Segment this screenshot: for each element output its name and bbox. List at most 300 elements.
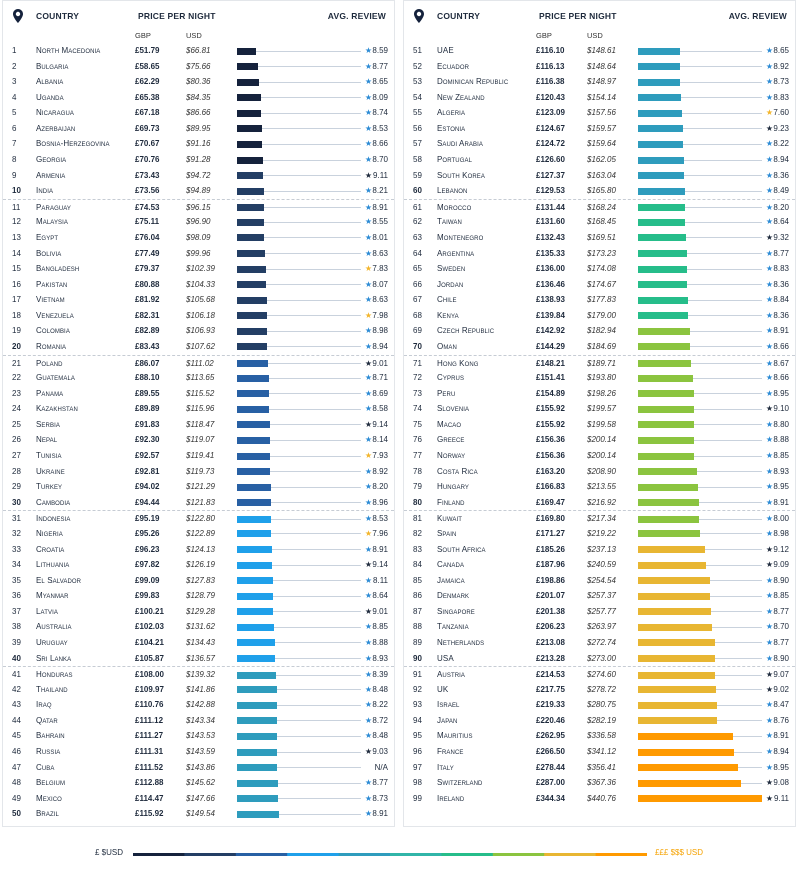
price-bar bbox=[237, 125, 262, 132]
rank-label: 87 bbox=[413, 606, 422, 616]
review-score: 8.91 bbox=[372, 544, 388, 554]
table-row bbox=[404, 246, 795, 262]
price-bar bbox=[638, 141, 683, 148]
gbp-value: £135.33 bbox=[536, 248, 565, 258]
rank-label: 74 bbox=[413, 404, 422, 414]
usd-value: $162.05 bbox=[587, 155, 616, 165]
table-row bbox=[404, 261, 795, 277]
price-bar bbox=[237, 250, 265, 257]
review-heading: AVG. REVIEW bbox=[327, 11, 386, 21]
review-score: 8.96 bbox=[372, 497, 388, 507]
gbp-value: £278.44 bbox=[536, 762, 565, 772]
review-score: 8.73 bbox=[773, 77, 789, 87]
star-icon: ★ bbox=[364, 170, 373, 180]
review-score: 8.69 bbox=[372, 388, 388, 398]
usd-value: $94.72 bbox=[186, 170, 211, 180]
review-score: 8.65 bbox=[773, 46, 789, 55]
star-icon: ★ bbox=[364, 497, 373, 507]
star-icon: ★ bbox=[765, 591, 774, 601]
star-icon: ★ bbox=[364, 358, 373, 368]
gbp-value: £110.76 bbox=[135, 700, 164, 710]
usd-value: $113.65 bbox=[186, 373, 215, 383]
country-heading: COUNTRY bbox=[437, 11, 481, 21]
country-label: Poland bbox=[36, 358, 63, 368]
price-bar bbox=[237, 733, 277, 740]
rank-label: 65 bbox=[413, 264, 422, 274]
gbp-value: £94.44 bbox=[135, 497, 160, 507]
review-score: 8.85 bbox=[773, 451, 789, 461]
table-row bbox=[3, 401, 394, 417]
gbp-value: £83.43 bbox=[135, 341, 160, 351]
star-icon: ★ bbox=[364, 264, 373, 274]
review-score: 9.01 bbox=[372, 358, 388, 368]
review-score: 7.98 bbox=[372, 310, 388, 320]
country-label: Sweden bbox=[437, 264, 466, 274]
star-icon: ★ bbox=[364, 482, 373, 492]
usd-value: $216.92 bbox=[587, 497, 616, 507]
country-label: Malaysia bbox=[36, 217, 69, 227]
usd-value: $217.34 bbox=[587, 514, 616, 524]
rank-label: 90 bbox=[413, 653, 422, 663]
usd-value: $105.68 bbox=[186, 295, 215, 305]
usd-value: $182.94 bbox=[587, 326, 616, 336]
usd-value: $168.24 bbox=[587, 202, 616, 212]
price-bar bbox=[237, 530, 271, 537]
price-bar bbox=[237, 593, 273, 600]
gbp-value: £92.30 bbox=[135, 435, 160, 445]
gbp-value: £163.20 bbox=[536, 466, 565, 476]
gbp-value: £287.00 bbox=[536, 778, 565, 788]
table-row bbox=[3, 510, 394, 526]
rank-label: 75 bbox=[413, 419, 422, 429]
country-label: Mexico bbox=[36, 793, 62, 803]
rank-label: 36 bbox=[12, 591, 21, 601]
price-bar bbox=[237, 204, 264, 211]
usd-value: $122.89 bbox=[186, 528, 215, 538]
price-bar bbox=[638, 79, 680, 86]
table-row bbox=[404, 43, 795, 59]
usd-value: $96.15 bbox=[186, 202, 211, 212]
table-row bbox=[3, 370, 394, 386]
gbp-value: £217.75 bbox=[536, 684, 565, 694]
gbp-value: £166.83 bbox=[536, 482, 565, 492]
gbp-value: £123.09 bbox=[536, 108, 565, 118]
price-bar bbox=[638, 717, 717, 724]
gbp-value: £206.23 bbox=[536, 622, 565, 632]
review-score: 8.77 bbox=[773, 248, 789, 258]
country-label: Brazil bbox=[36, 809, 59, 819]
rank-label: 12 bbox=[12, 217, 21, 227]
gbp-value: £96.23 bbox=[135, 544, 160, 554]
review-score: 9.03 bbox=[372, 747, 388, 757]
star-icon: ★ bbox=[765, 170, 774, 180]
review-score: 9.08 bbox=[773, 778, 789, 788]
star-icon: ★ bbox=[765, 92, 774, 102]
star-icon: ★ bbox=[364, 809, 373, 819]
review-score: 8.91 bbox=[372, 202, 388, 212]
review-score: 8.36 bbox=[773, 279, 789, 289]
country-label: Singapore bbox=[437, 606, 475, 616]
price-bar bbox=[237, 360, 268, 367]
rank-label: 78 bbox=[413, 466, 422, 476]
price-bar bbox=[638, 764, 738, 771]
star-icon: ★ bbox=[765, 700, 774, 710]
rank-label: 93 bbox=[413, 700, 422, 710]
star-icon: ★ bbox=[364, 591, 373, 601]
review-score: 8.98 bbox=[372, 326, 388, 336]
rank-label: 51 bbox=[413, 46, 422, 55]
country-label: USA bbox=[437, 653, 454, 663]
table-row bbox=[404, 697, 795, 713]
gbp-value: £116.13 bbox=[536, 61, 565, 71]
price-bar bbox=[638, 94, 681, 101]
usd-value: $157.56 bbox=[587, 108, 616, 118]
usd-value: $99.96 bbox=[186, 248, 211, 258]
star-icon: ★ bbox=[364, 279, 373, 289]
country-label: Croatia bbox=[36, 544, 65, 554]
country-label: Norway bbox=[437, 451, 466, 461]
gbp-subheading: GBP bbox=[135, 31, 151, 40]
table-row bbox=[3, 355, 394, 371]
rank-label: 10 bbox=[12, 186, 21, 196]
legend-high-label: £££ $$$ USD bbox=[655, 848, 704, 857]
gbp-value: £171.27 bbox=[536, 528, 565, 538]
gbp-value: £76.04 bbox=[135, 232, 160, 242]
price-bar bbox=[237, 219, 264, 226]
review-score: 8.55 bbox=[372, 217, 388, 227]
review-score: 8.77 bbox=[372, 61, 388, 71]
star-icon: ★ bbox=[765, 232, 774, 242]
star-icon: ★ bbox=[765, 482, 774, 492]
table-row bbox=[404, 635, 795, 651]
rank-label: 73 bbox=[413, 388, 422, 398]
rank-label: 61 bbox=[413, 202, 422, 212]
rank-label: 19 bbox=[12, 326, 21, 336]
gbp-value: £77.49 bbox=[135, 248, 160, 258]
price-bar bbox=[638, 702, 717, 709]
right-header bbox=[404, 1, 795, 29]
table-row bbox=[404, 760, 795, 776]
table-row bbox=[404, 651, 795, 667]
price-bar bbox=[638, 48, 680, 55]
star-icon: ★ bbox=[364, 295, 373, 305]
gbp-value: £99.09 bbox=[135, 575, 160, 585]
country-label: Cambodia bbox=[36, 497, 71, 507]
gbp-value: £344.34 bbox=[536, 793, 565, 803]
legend-segment bbox=[184, 853, 236, 856]
star-icon: ★ bbox=[765, 358, 774, 368]
rank-label: 42 bbox=[12, 684, 21, 694]
price-bar bbox=[237, 624, 274, 631]
table-row bbox=[3, 386, 394, 402]
country-label: Turkey bbox=[36, 482, 63, 492]
usd-subheading: USD bbox=[587, 31, 603, 40]
review-score: 8.20 bbox=[372, 482, 388, 492]
star-icon: ★ bbox=[364, 404, 373, 414]
star-icon: ★ bbox=[765, 419, 774, 429]
rank-label: 43 bbox=[12, 700, 21, 710]
price-bar bbox=[638, 204, 685, 211]
star-icon: ★ bbox=[364, 466, 373, 476]
price-bar bbox=[638, 577, 710, 584]
review-score: 8.20 bbox=[773, 202, 789, 212]
price-bar bbox=[638, 157, 684, 164]
review-score: 8.00 bbox=[773, 514, 789, 524]
table-row bbox=[404, 152, 795, 168]
price-bar bbox=[237, 453, 270, 460]
usd-value: $237.13 bbox=[587, 544, 616, 554]
review-score: 8.22 bbox=[372, 700, 388, 710]
gbp-value: £97.82 bbox=[135, 560, 160, 570]
gbp-value: £219.33 bbox=[536, 700, 565, 710]
price-bar bbox=[237, 655, 275, 662]
rank-label: 52 bbox=[413, 61, 422, 71]
gbp-value: £129.53 bbox=[536, 186, 565, 196]
country-label: New Zealand bbox=[437, 92, 485, 102]
review-score: 8.77 bbox=[773, 637, 789, 647]
price-bar bbox=[237, 172, 263, 179]
country-label: Georgia bbox=[36, 155, 67, 165]
legend-segment bbox=[287, 853, 339, 856]
map-pin-icon bbox=[414, 9, 424, 23]
country-label: Finland bbox=[437, 497, 465, 507]
price-bar bbox=[638, 266, 687, 273]
table-row bbox=[404, 448, 795, 464]
review-score: 8.90 bbox=[773, 575, 789, 585]
usd-value: $154.14 bbox=[587, 92, 616, 102]
price-bar bbox=[638, 281, 687, 288]
country-label: North Macedonia bbox=[36, 46, 101, 55]
rank-label: 72 bbox=[413, 373, 422, 383]
country-label: Kazakhstan bbox=[36, 404, 78, 414]
usd-value: $159.57 bbox=[587, 123, 616, 133]
gbp-value: £131.44 bbox=[536, 202, 565, 212]
review-score: 9.11 bbox=[373, 170, 388, 180]
price-bar bbox=[638, 343, 690, 350]
country-label: South Africa bbox=[437, 544, 486, 554]
star-icon: ★ bbox=[364, 747, 373, 757]
rank-label: 99 bbox=[413, 793, 422, 803]
star-icon: ★ bbox=[364, 310, 373, 320]
country-label: Lithuania bbox=[36, 560, 70, 570]
country-label: Egypt bbox=[36, 232, 59, 242]
review-score: 8.94 bbox=[773, 747, 789, 757]
table-row bbox=[3, 168, 394, 184]
rank-label: 98 bbox=[413, 778, 422, 788]
legend-segment bbox=[390, 853, 442, 856]
rank-label: 92 bbox=[413, 684, 422, 694]
rank-label: 69 bbox=[413, 326, 422, 336]
price-bar bbox=[638, 468, 697, 475]
country-label: Jordan bbox=[437, 279, 464, 289]
country-label: Paraguay bbox=[36, 202, 72, 212]
review-score: 9.14 bbox=[372, 560, 388, 570]
usd-value: $104.33 bbox=[186, 279, 215, 289]
star-icon: ★ bbox=[364, 388, 373, 398]
rank-label: 33 bbox=[12, 544, 21, 554]
price-bar bbox=[638, 530, 700, 537]
rank-label: 15 bbox=[12, 264, 21, 274]
table-row bbox=[3, 557, 394, 573]
usd-value: $200.14 bbox=[587, 451, 616, 461]
usd-value: $169.51 bbox=[587, 232, 616, 242]
star-icon: ★ bbox=[765, 715, 774, 725]
price-bar bbox=[237, 811, 279, 818]
review-score: 9.02 bbox=[773, 684, 789, 694]
rank-label: 26 bbox=[12, 435, 21, 445]
rank-label: 2 bbox=[12, 61, 17, 71]
star-icon: ★ bbox=[364, 670, 373, 680]
country-label: Jamaica bbox=[437, 575, 465, 585]
review-score: 8.49 bbox=[773, 186, 789, 196]
usd-value: $199.58 bbox=[587, 419, 616, 429]
country-label: Albania bbox=[36, 77, 64, 87]
usd-value: $179.00 bbox=[587, 310, 616, 320]
country-label: Bolivia bbox=[36, 248, 62, 258]
country-label: Hungary bbox=[437, 482, 470, 492]
country-label: Ireland bbox=[437, 793, 465, 803]
rank-label: 30 bbox=[12, 497, 21, 507]
review-score: 8.95 bbox=[773, 388, 789, 398]
table-row bbox=[404, 526, 795, 542]
star-icon: ★ bbox=[364, 575, 373, 585]
review-score: 8.36 bbox=[773, 170, 789, 180]
usd-value: $145.62 bbox=[186, 778, 215, 788]
country-label: Romania bbox=[36, 341, 67, 351]
star-icon: ★ bbox=[765, 217, 774, 227]
usd-value: $106.18 bbox=[186, 310, 215, 320]
rank-label: 59 bbox=[413, 170, 422, 180]
country-label: Iraq bbox=[36, 700, 52, 710]
rank-label: 41 bbox=[12, 670, 21, 680]
price-bar bbox=[237, 421, 270, 428]
star-icon: ★ bbox=[364, 232, 373, 242]
gbp-value: £198.86 bbox=[536, 575, 565, 585]
star-icon: ★ bbox=[364, 123, 373, 133]
table-row bbox=[3, 261, 394, 277]
gbp-value: £70.67 bbox=[135, 139, 160, 149]
price-bar bbox=[237, 63, 258, 70]
review-score: 8.71 bbox=[372, 373, 388, 383]
price-bar bbox=[638, 390, 694, 397]
usd-value: $168.45 bbox=[587, 217, 616, 227]
price-bar bbox=[237, 94, 261, 101]
star-icon: ★ bbox=[765, 155, 774, 165]
usd-value: $148.61 bbox=[587, 46, 616, 55]
star-icon: ★ bbox=[765, 606, 774, 616]
rank-label: 96 bbox=[413, 747, 422, 757]
country-label: Tanzania bbox=[437, 622, 469, 632]
gbp-value: £262.95 bbox=[536, 731, 565, 741]
star-icon: ★ bbox=[364, 77, 373, 87]
usd-value: $163.04 bbox=[587, 170, 616, 180]
star-icon: ★ bbox=[765, 77, 774, 87]
country-label: Pakistan bbox=[36, 279, 68, 289]
usd-value: $124.13 bbox=[186, 544, 215, 554]
review-score: 9.12 bbox=[773, 544, 789, 554]
rank-label: 8 bbox=[12, 155, 17, 165]
price-bar bbox=[638, 421, 694, 428]
rank-label: 9 bbox=[12, 170, 17, 180]
usd-value: $272.74 bbox=[587, 637, 616, 647]
usd-value: $119.41 bbox=[186, 451, 215, 461]
country-label: Mauritius bbox=[437, 731, 473, 741]
rank-label: 60 bbox=[413, 186, 422, 196]
rank-label: 76 bbox=[413, 435, 422, 445]
table-row bbox=[3, 152, 394, 168]
star-icon: ★ bbox=[364, 528, 373, 538]
review-score: 7.96 bbox=[372, 528, 388, 538]
price-bar bbox=[237, 562, 272, 569]
country-label: Greece bbox=[437, 435, 465, 445]
table-row bbox=[3, 635, 394, 651]
gbp-value: £126.60 bbox=[536, 155, 565, 165]
rank-label: 20 bbox=[12, 341, 21, 351]
table-row bbox=[3, 464, 394, 480]
gbp-value: £89.55 bbox=[135, 388, 160, 398]
table-row bbox=[404, 105, 795, 121]
price-bar bbox=[638, 516, 699, 523]
review-score: 8.73 bbox=[372, 793, 388, 803]
star-icon: ★ bbox=[765, 326, 774, 336]
usd-value: $118.47 bbox=[186, 419, 215, 429]
legend-segment bbox=[339, 853, 391, 856]
table-row bbox=[3, 432, 394, 448]
star-icon: ★ bbox=[364, 514, 373, 524]
price-bar bbox=[638, 608, 711, 615]
star-icon: ★ bbox=[765, 560, 774, 570]
gbp-value: £155.92 bbox=[536, 419, 565, 429]
rank-label: 27 bbox=[12, 451, 21, 461]
review-score: 8.64 bbox=[773, 217, 789, 227]
review-score: 8.80 bbox=[773, 419, 789, 429]
usd-value: $254.54 bbox=[587, 575, 616, 585]
table-row bbox=[404, 121, 795, 137]
rank-label: 77 bbox=[413, 451, 422, 461]
rank-label: 24 bbox=[12, 404, 21, 414]
star-icon: ★ bbox=[765, 61, 774, 71]
star-icon: ★ bbox=[765, 637, 774, 647]
right-panel bbox=[403, 0, 796, 827]
left-rows bbox=[3, 43, 394, 822]
usd-value: $143.86 bbox=[186, 762, 215, 772]
star-icon: ★ bbox=[364, 341, 373, 351]
gbp-value: £111.31 bbox=[135, 747, 164, 757]
star-icon: ★ bbox=[364, 778, 373, 788]
usd-value: $91.28 bbox=[186, 155, 211, 165]
rank-label: 50 bbox=[12, 809, 21, 819]
table-row bbox=[3, 760, 394, 776]
price-bar bbox=[638, 499, 699, 506]
rank-label: 55 bbox=[413, 108, 422, 118]
usd-value: $148.64 bbox=[587, 61, 616, 71]
usd-value: $208.90 bbox=[587, 466, 616, 476]
usd-value: $263.97 bbox=[587, 622, 616, 632]
star-icon: ★ bbox=[765, 497, 774, 507]
review-score: 8.47 bbox=[773, 700, 789, 710]
table-row bbox=[404, 728, 795, 744]
price-bar bbox=[638, 297, 688, 304]
price-bar bbox=[638, 172, 684, 179]
usd-value: $134.43 bbox=[186, 637, 215, 647]
rank-label: 21 bbox=[12, 358, 21, 368]
gbp-value: £86.07 bbox=[135, 358, 160, 368]
table-row bbox=[404, 183, 795, 199]
star-icon: ★ bbox=[765, 279, 774, 289]
table-row bbox=[3, 713, 394, 729]
price-bar bbox=[237, 312, 267, 319]
star-icon: ★ bbox=[364, 637, 373, 647]
